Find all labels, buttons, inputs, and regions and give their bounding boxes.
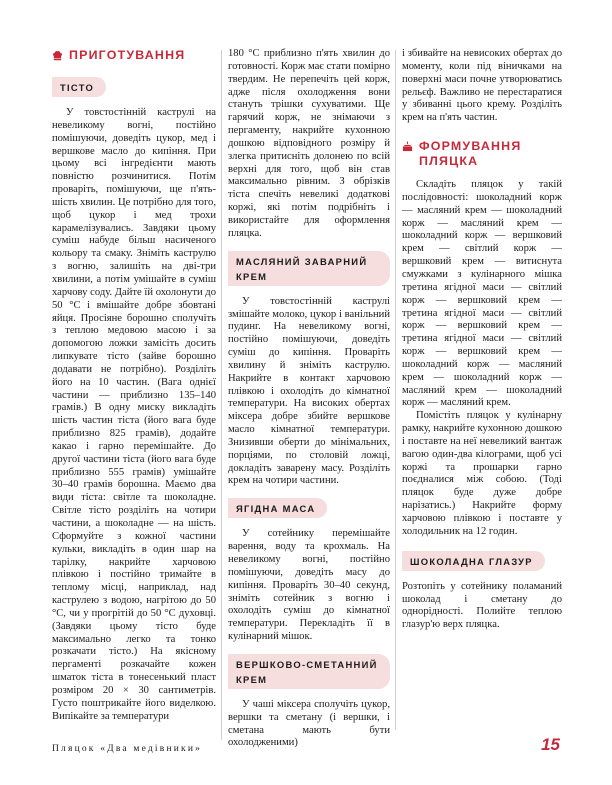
- column-left: [52, 48, 216, 724]
- subheading-berry: ЯГІДНА МАСА: [228, 498, 327, 518]
- paragraph: і збивайте на невисоких обертах до моменту, коли під віничками на поверхні маси почне утворюватись рельєф. Важливо не перестаратися у збиванні цього крему. Розділіть крем на п'ять частин.: [402, 48, 562, 124]
- subheading-glaze: ШОКОЛАДНА ГЛАЗУР: [402, 551, 545, 571]
- page-number: 15: [541, 735, 560, 754]
- section-title: ФОРМУВАННЯ ПЛЯЦКА: [419, 139, 522, 169]
- section-heading-preparation: [52, 48, 216, 63]
- paragraph: У товстостінній каструлі змішайте молоко, цукор і ванільний пудинг. На невеликому вогні, постійно помішуючи, доведіть суміш до кипіння. Проваріть хвилину й зніміть каструлю. Накрийте в контакт харчовою плівкою і охолодіть до кімнатної температури. На високих обертах міксера добре збийте вершкове масло кімнатної температури. Знизивши оберти до мінімальних, порціями, по столовій ложці, докладіть заварену масу. Розділіть крем на чотири частини.: [228, 295, 390, 487]
- subheading-cream: ВЕРШКОВО-СМЕТАННИЙ КРЕМ: [228, 654, 390, 689]
- column-right: [402, 48, 562, 632]
- paragraph: 180 °С приблизно п'ять хвилин до готовності. Корж має стати помірно твердим. Не перепечіть цей корж, адже після охолодження вони стануть трішки сухуватими. Ще гарячий корж, не знімаючи з пергаменту, накрийте кухонною дошкою відповідного розміру й злегка притисніть долонею по всій верхні для того, щоб він став максимально рівним. З обрізків тіста спечіть невеликі додаткові коржі, які потім подрібніть і використайте для оформлення пляцка.: [228, 48, 390, 239]
- subheading-custard: МАСЛЯНИЙ ЗАВАРНИЙ КРЕМ: [228, 251, 390, 286]
- paragraph: Складіть пляцок у такій послідовності: шоколадний корж — масляний крем — шоколадний корж — масляний крем — шоколадний корж — вершковий крем — світлий корж — вершковий крем — витиснута смужками з кулінарного мішка третина ягідної маси — світлий корж — вершковий крем — третина ягідної маси — світлий корж — вершковий крем — третина ягідної маси — світлий корж — вершковий крем — шоколадний корж — масляний крем — шоколадний корж — масляний крем — шоколадний корж — масляний крем.: [402, 179, 562, 409]
- section-heading-assembly: [402, 139, 562, 169]
- paragraph: У товстостінній каструлі на невеликому вогні, постійно помішуючи, доведіть цукор, мед і вершкове масло до кипіння. При цьому всі інгредієнти мають повністю розчинитися. Потім проваріть, помішуючи, ще п'ять-шість хвилин. Це потрібно для того, щоб цукор і мед трохи карамелізувались. Завдяки цьому суміш набуде більш насиченого кольору та смаку. Зніміть каструлю з вогню, залишіть на дві-три хвилини, а потім умішайте в суміш харчову соду. Дайте їй охолонути до 50 °С і вмішайте добре збовтані яйця. Просіяне борошно сполучіть з теплою медовою масою і за допомогою ложки замісіть досить липкувате тісто (зайве борошно додавати не потрібно). Розділіть його на 10 частин. (Вага однієї частини — приблизно 135–140 грамів.) В одну миску викладіть шість частин тіста (його вага буде приблизно 825 грамів), додайте какао і гарно перемішайте. До другої частини тіста (його вага буде приблизно 555 грамів) умішайте 30–40 грамів борошна. Маємо два види тіста: світле та шоколадне. Світле тісто розділіть на чотири частини, а шоколадне — на шість. Сформуйте з кожної частини кульки, викладіть в один шар на тарілку, накрийте харчовою плівкою і постійно тримайте в теплому місці, наприклад, над каструлею з водою, нагрітою до 50 °С, чи у прогрітій до 50 °С духовці. (Завдяки цьому тісто буде максимально легко та тонко розкачати тісто.) На якісному пергаменті розкачайте кожен шматок тіста в тонесенький пласт розміром 20 × 30 сантиметрів. Густо поштрикайте його виделкою. Випікайте за температури: [52, 107, 216, 722]
- section-title: ПРИГОТУВАННЯ: [69, 48, 186, 62]
- column-divider: [221, 50, 222, 740]
- chef-hat-icon: [52, 50, 63, 61]
- column-middle: [228, 48, 390, 750]
- cake-icon: [402, 141, 413, 152]
- subheading-dough: ТІСТО: [52, 77, 106, 97]
- paragraph: У сотейнику перемішайте варення, воду та крохмаль. На невеликому вогні, постійно помішуючи, доведіть масу до кипіння. Проваріть 30–40 секунд, зніміть сотейник з вогню і охолодіть суміш до кімнатної температури. Перекладіть її в кулінарний мішок.: [228, 528, 390, 643]
- paragraph: Розтопіть у сотейнику поламаний шоколад і сметану до однорідності. Полийте теплою глазур'ю верх пляцка.: [402, 580, 562, 631]
- paragraph: У чаші міксера сполучіть цукор, вершки та сметану (і вершки, і сметана мають бути охолодженими): [228, 698, 390, 749]
- paragraph: Помістіть пляцок у кулінарну рамку, накрийте кухонною дошкою і поставте на неї невеликий вантаж вагою один-два кілограми, щоб усі коржі та прошарки гарно поєдналися між собою. (Тоді пляцок буде дуже добре нарізатись.) Накрийте форму харчовою плівкою і поставте у холодильник на 12 годин.: [402, 410, 562, 537]
- column-divider: [395, 50, 396, 730]
- running-footer: Пляцок «Два медівники»: [52, 744, 203, 754]
